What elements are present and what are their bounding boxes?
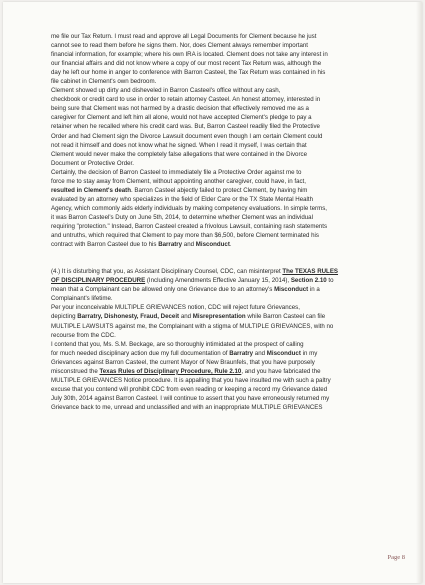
text-run: retainer when he recalled where his credit card was. But, Barron Casteel readily filed the Protective [51,123,320,131]
text-line [51,177,399,186]
text-line [51,331,399,340]
blank-line [51,258,399,267]
text-line [51,376,399,385]
text-run: July 30th, 2014 against Barron Casteel. I will continue to assert that you have erroneously returned my [51,394,330,402]
text-line [51,50,399,59]
text-line [51,303,399,312]
text-run: me file our Tax Return. I must read and approve all Legal Documents for Clement because he just [51,33,317,40]
text-run: cannot see to read them before he signs them. Nor, does Clement always remember important [51,42,309,50]
text-run: Document or Protective Order. [51,159,134,167]
text-line [51,41,399,50]
text-run: . [229,241,232,249]
emphasized-text: OF DISCIPLINARY PROCEDURE [51,277,146,285]
text-run: excuse that you contend will prohibit CDC from even reading or keeping a record my Grievance dated [51,385,328,393]
text-run: (4.) It is disturbing that you, as Assistant Disciplinary Counsel, CDC, can misinterpret [51,268,283,276]
text-run: mean that a Complainant can be allowed only one Grievance due to an attorney's [51,286,275,294]
text-line [51,68,399,77]
text-line [51,95,399,104]
text-line [51,294,399,303]
text-run: Agency, which commonly aids elderly individuals by making competency evaluations. In simple terms, [51,204,327,212]
text-run: Order and had Clement sign the Divorce Lawsuit document even though I am certain Clement could [51,132,323,140]
text-run: and [179,313,193,321]
text-run: requiring "protection." Instead, Barron Casteel created a frivolous Lawsuit, containing rash statements [51,222,328,230]
text-run: evaluated by an attorney who specializes in the field of Elder Care or the TX State Mental Health [51,195,314,203]
text-line [51,385,399,394]
text-run: contract with Barron Casteel due to his [51,241,159,249]
text-line [51,122,399,131]
text-run: and [253,349,267,357]
text-line [51,349,399,358]
text-run: Clement showed up dirty and disheveled in Barron Casteel's office without any cash, [51,87,281,95]
text-line [51,168,399,177]
text-run: MULTIPLE LAWSUITS against me, the Complainant with a stigma of MULTIPLE GRIEVANCES, with no [51,322,334,330]
text-run: recourse from the CDC. [51,331,116,339]
text-line [51,113,399,122]
emphasized-text: resulted in Clement's death [51,186,131,194]
text-run: day he left our home in anger to conference with Barron Casteel, the Tax Return was contained in his [51,69,326,77]
text-run: for much needed disciplinary action due my full documentation of [51,349,230,357]
text-line [51,204,399,213]
text-line [51,322,399,331]
text-line [51,403,399,412]
document-page [3,2,422,583]
blank-line [51,249,399,258]
text-line [51,32,399,41]
text-run: it was Barron Casteel's Duty on June 5th, 2014, to determine whether Clement was an individual [51,213,313,221]
text-line [51,240,399,249]
text-line [51,195,399,204]
emphasized-text: Texas Rules of Disciplinary Procedure, Rule 2.10 [99,367,242,375]
text-line [51,86,399,95]
page-number: Page 8 [387,554,405,561]
text-run: to [326,277,334,285]
document-body [51,32,399,412]
text-run: file cabinet in Clement's own bedroom. [51,78,157,86]
text-line [51,159,399,168]
text-run: Complainant's lifetime. [51,295,113,303]
text-run: checkbook or credit card to use in order to retain attorney Casteel. An honest attorney, interested in [51,96,321,104]
text-run: (Including Amendments Effective January 15, 2014), [145,277,291,285]
emphasized-text: Section 2.10 [290,277,327,285]
text-run: caregiver for Clement and left him all alone, would not have accepted Clement's pledge to pay a [51,114,312,122]
text-run: and untruths, which required that Clement to pay more than $6,500, before Clement terminated his [51,232,319,240]
emphasized-text: The TEXAS RULES [282,268,339,276]
text-line [51,59,399,68]
page-edge-shadow [416,2,422,583]
text-run: Clement would never make the completely false allegations that were contained in the Divorce [51,150,307,158]
emphasized-text: Barratry, Dishonesty, Fraud, Deceit [77,313,180,321]
text-line [51,222,399,231]
emphasized-text: Barratry [158,241,183,249]
emphasized-text: Misconduct [195,241,230,249]
text-run: not read it himself and does not know what he signed. When I read it myself, I was certain that [51,141,307,149]
text-run: misconstrued the [51,367,100,375]
text-line [51,340,399,349]
emphasized-text: Misrepresentation [192,313,246,321]
text-run: , and you have fabricated the [241,367,321,375]
text-run: force me to stay away from Clement, without appointing another caregiver, could have, in fact, [51,177,306,185]
text-run: while Barron Casteel can file [245,313,326,321]
text-run: I contend that you, Ms. S.M. Beckage, are so thoroughly intimidated at the prospect of calling [51,340,304,348]
text-run: Per your inconceivable MULTIPLE GRIEVANCES notion, CDC will reject future Grievances, [51,304,300,312]
text-run: and [182,241,196,249]
emphasized-text: Misconduct [274,286,309,294]
text-line [51,132,399,141]
text-run: in my [300,349,318,357]
text-line [51,104,399,113]
text-line [51,276,399,285]
text-line [51,150,399,159]
text-line [51,141,399,150]
text-line [51,213,399,222]
text-run: in a [308,286,320,294]
text-line [51,267,399,276]
text-run: Grievance back to me, unread and unclassified and with an inappropriate MULTIPLE GRIEVANCES [51,403,323,411]
text-run: being sure that Clement was not harmed by a drastic decision that effectively removed me as a [51,105,309,113]
text-line [51,285,399,294]
emphasized-text: Barratry [229,349,254,357]
text-line [51,358,399,367]
text-run: Certainly, the decision of Barron Casteel to immediately file a Protective Order against me to [51,168,302,176]
text-run: depicting [51,313,78,321]
text-run: financial information, for example; where his own IRA is located. Clement does not take any interest in [51,51,328,59]
text-line [51,77,399,86]
text-run: . Barron Casteel abjectly failed to protect Clement, by having him [130,186,308,194]
text-line [51,186,399,195]
text-run: MULTIPLE GRIEVANCES Notice procedure. It is appalling that you have insulted me with such a paltry [51,376,331,384]
text-line [51,312,399,321]
text-run: our financial affairs and did not know where a copy of our most recent Tax Return was, although the [51,60,322,68]
emphasized-text: Misconduct [266,349,301,357]
text-line [51,394,399,403]
text-run: Grievances against Barron Casteel, the current Mayor of New Braunfels, that you have purposely [51,358,315,366]
text-line [51,231,399,240]
text-line [51,367,399,376]
